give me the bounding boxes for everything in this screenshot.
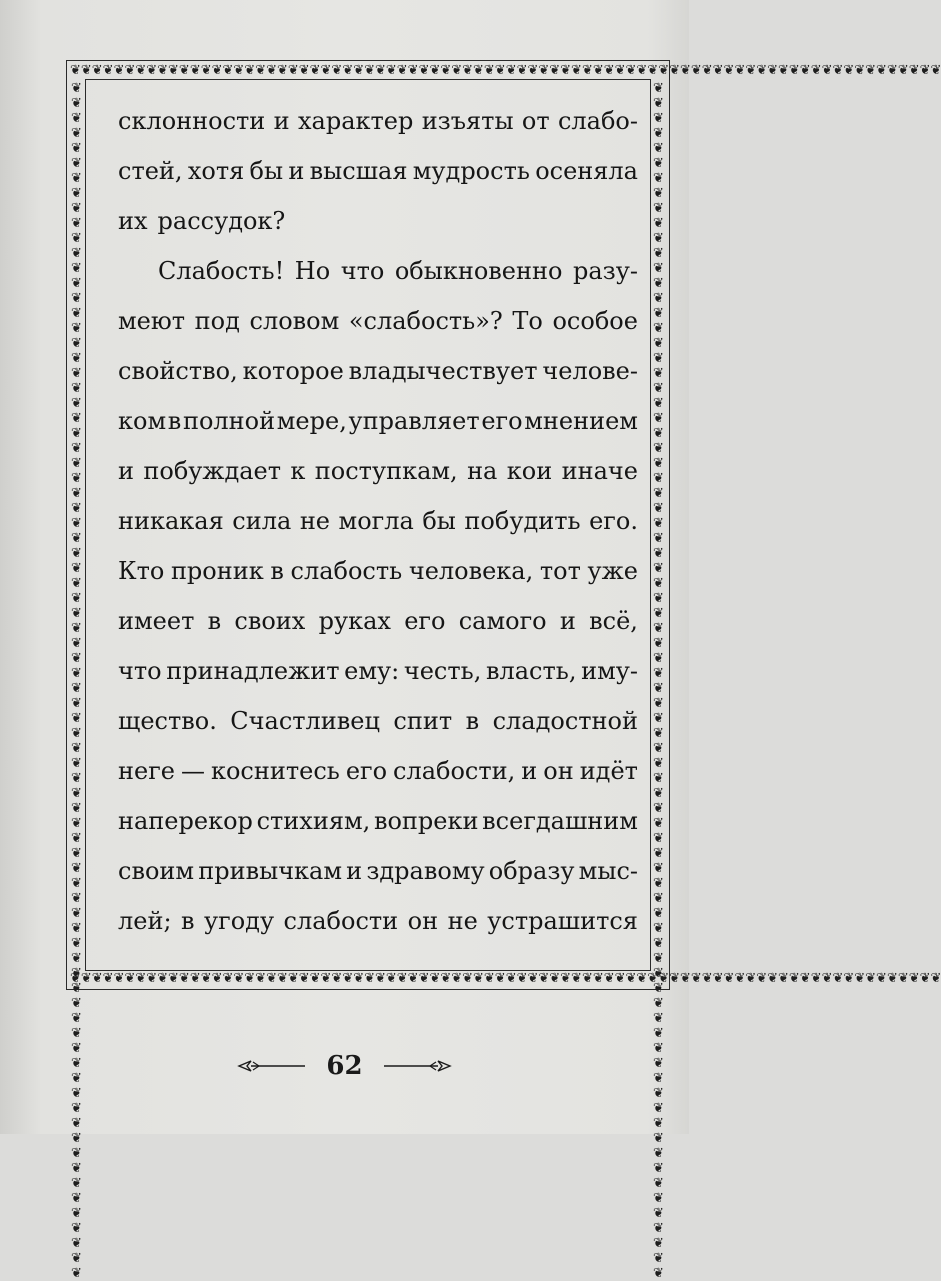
word: на [467, 457, 498, 485]
word: владычествует [348, 357, 538, 385]
word: слабость [290, 557, 403, 585]
word: То [512, 307, 543, 335]
word: ком [118, 407, 167, 435]
word: слабости, [393, 757, 516, 785]
text-line [118, 246, 638, 296]
word: рассудок? [157, 207, 286, 235]
word: мыс- [578, 857, 638, 885]
word: вопреки [373, 807, 479, 835]
word: его [345, 757, 388, 785]
text-line [118, 146, 638, 196]
text-line [118, 846, 638, 896]
word: управляет [348, 407, 480, 435]
word: хотя [187, 157, 245, 185]
word: здравому [366, 857, 485, 885]
word: склонности [118, 107, 266, 135]
ornamental-border-right: ❦❦❦❦❦❦❦❦❦❦❦❦❦❦❦❦❦❦❦❦❦❦❦❦❦❦❦❦❦❦❦❦❦❦❦❦❦❦❦❦❦❦❦❦❦❦❦❦❦❦❦❦❦❦❦❦❦❦❦❦❦❦❦❦❦❦❦❦❦❦❦❦❦❦❦❦❦❦❦❦ [651, 81, 666, 1281]
text-line [118, 796, 638, 846]
word: руках [318, 607, 391, 635]
word: Счастливец [230, 707, 380, 735]
word: Но [294, 257, 331, 285]
word: и [559, 607, 576, 635]
word: полной [182, 407, 276, 435]
word: его. [589, 507, 638, 535]
word: поступкам, [314, 457, 458, 485]
word: и [288, 157, 305, 185]
word: он [407, 907, 439, 935]
text-line [118, 896, 638, 946]
word: в [181, 907, 195, 935]
word: проник [170, 557, 264, 585]
word: побудить [464, 507, 581, 535]
text-line [118, 546, 638, 596]
word: что [118, 657, 162, 685]
word: слабости [283, 907, 399, 935]
word: свойство, [118, 357, 238, 385]
word: образу [488, 857, 575, 885]
text-line [118, 296, 638, 346]
word: стей, [118, 157, 183, 185]
left-arrow-ornament-icon [237, 1058, 307, 1074]
word: и [118, 457, 134, 485]
word: разу- [572, 257, 638, 285]
word: «слабость»? [348, 307, 503, 335]
word: коснитесь [210, 757, 340, 785]
word: стихиям, [256, 807, 371, 835]
word: привычкам [198, 857, 343, 885]
word: имеет [118, 607, 195, 635]
word: власть, [485, 657, 577, 685]
ornamental-border-bottom: ❦❦❦❦❦❦❦❦❦❦❦❦❦❦❦❦❦❦❦❦❦❦❦❦❦❦❦❦❦❦❦❦❦❦❦❦❦❦❦❦❦❦❦❦❦❦❦❦❦❦❦❦❦❦❦❦❦❦❦❦❦❦❦❦❦❦❦❦❦❦❦❦❦❦❦❦❦❦❦❦ [70, 971, 941, 986]
word: обыкновенно [394, 257, 563, 285]
word: своим [118, 857, 195, 885]
right-arrow-ornament-icon [382, 1058, 452, 1074]
word: бы [422, 507, 456, 535]
word: которое [242, 357, 344, 385]
word: характер [297, 107, 414, 135]
word: уже [587, 557, 638, 585]
word: в [270, 557, 284, 585]
text-line [118, 646, 638, 696]
word: и [273, 107, 290, 135]
word: всё, [589, 607, 638, 635]
word: его [404, 607, 446, 635]
body-text [118, 96, 638, 946]
text-line [118, 596, 638, 646]
word: что [340, 257, 385, 285]
word: и [521, 757, 538, 785]
word: он [543, 757, 574, 785]
word: изъяты [421, 107, 514, 135]
word: сила [232, 507, 292, 535]
word: ему: [344, 657, 400, 685]
word: мере, [276, 407, 347, 435]
word: спит [393, 707, 453, 735]
text-line [118, 496, 638, 546]
word: в [167, 407, 182, 435]
word: своих [234, 607, 306, 635]
page-number-block [0, 1050, 689, 1081]
word: челове- [542, 357, 638, 385]
word: угоду [204, 907, 275, 935]
word: бы [249, 157, 284, 185]
word: самого [458, 607, 547, 635]
word: осеняла [535, 157, 638, 185]
word: устрашится [487, 907, 638, 935]
word: Слабость! [158, 257, 285, 285]
word: принадлежит [166, 657, 340, 685]
word: от [521, 107, 550, 135]
text-line [118, 696, 638, 746]
word: тот [539, 557, 581, 585]
word: кои [506, 457, 553, 485]
word: мудрость [412, 157, 530, 185]
ornamental-border-left: ❦❦❦❦❦❦❦❦❦❦❦❦❦❦❦❦❦❦❦❦❦❦❦❦❦❦❦❦❦❦❦❦❦❦❦❦❦❦❦❦❦❦❦❦❦❦❦❦❦❦❦❦❦❦❦❦❦❦❦❦❦❦❦❦❦❦❦❦❦❦❦❦❦❦❦❦❦❦❦❦ [69, 81, 84, 1281]
word: не [299, 507, 331, 535]
text-line [118, 96, 638, 146]
word: их [118, 207, 148, 235]
page-number: 62 [326, 1051, 363, 1081]
ornamental-border-top: ❦❦❦❦❦❦❦❦❦❦❦❦❦❦❦❦❦❦❦❦❦❦❦❦❦❦❦❦❦❦❦❦❦❦❦❦❦❦❦❦❦❦❦❦❦❦❦❦❦❦❦❦❦❦❦❦❦❦❦❦❦❦❦❦❦❦❦❦❦❦❦❦❦❦❦❦❦❦❦❦ [70, 63, 941, 78]
word: в [207, 607, 222, 635]
word: высшая [309, 157, 408, 185]
text-line [118, 746, 638, 796]
word: лей; [118, 907, 172, 935]
word: в [465, 707, 480, 735]
word: и [346, 857, 363, 885]
word: неге [118, 757, 175, 785]
word: под [194, 307, 240, 335]
word: честь, [403, 657, 482, 685]
word: идёт [579, 757, 638, 785]
word: слабо- [557, 107, 638, 135]
word: всегдашним [482, 807, 638, 835]
word: не [447, 907, 478, 935]
word: могла [338, 507, 414, 535]
word: побуждает [143, 457, 282, 485]
word: наперекор [118, 807, 253, 835]
word: к [290, 457, 306, 485]
text-line [118, 196, 638, 246]
word: иму- [581, 657, 638, 685]
text-line [118, 446, 638, 496]
text-line [118, 396, 638, 446]
word: щество. [118, 707, 217, 735]
text-line [118, 346, 638, 396]
word: мнением [524, 407, 638, 435]
word: словом [249, 307, 340, 335]
word: иначе [561, 457, 638, 485]
word: сладостной [492, 707, 638, 735]
word: особое [552, 307, 638, 335]
word: его [481, 407, 523, 435]
word: меют [118, 307, 186, 335]
word: Кто [118, 557, 165, 585]
word: — [180, 757, 205, 785]
word: никакая [118, 507, 224, 535]
word: человека, [408, 557, 534, 585]
